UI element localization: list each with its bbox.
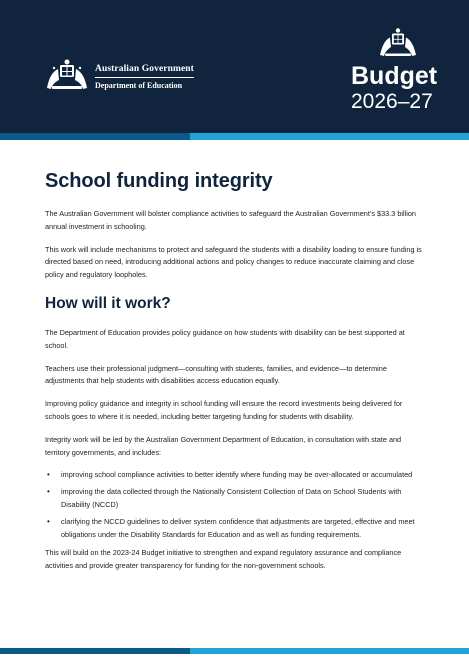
list-item-text: improving the data collected through the Nationally Consistent Collection of Data on School Students with Disability (NCCD) xyxy=(61,487,402,509)
main-content xyxy=(45,168,427,583)
body-paragraph: The Department of Education provides policy guidance on how students with disability can be best supported at school. xyxy=(45,327,405,350)
coat-of-arms-icon xyxy=(44,58,90,90)
body-paragraph: Teachers use their professional judgment—consulting with students, families, and evidence—to determine adjustments that help students with disabilities access education equally. xyxy=(45,363,387,386)
body-paragraph: Improving policy guidance and integrity in school funding will ensure the record investments being delivered for schools goes to where it is needed, including better targeting funding for students with disability. xyxy=(45,399,403,421)
budget-title: Budget xyxy=(351,62,438,90)
bullet-icon: • xyxy=(47,516,50,526)
list-item xyxy=(45,516,427,542)
stripe-light-segment xyxy=(190,648,469,654)
closing-paragraph: This will build on the 2023-24 Budget initiative to strengthen and expand regulatory assurance and compliance activities and provide greater transparency for funding for the non-government schools. xyxy=(45,548,402,571)
stripe-dark-segment xyxy=(0,133,190,140)
budget-year: 2026–27 xyxy=(351,90,433,113)
stripe-dark-segment xyxy=(0,648,190,654)
stripe-light-segment xyxy=(190,133,469,140)
list-item-text: clarifying the NCCD guidelines to deliver system confidence that adjustments are targeted, effective and meet obligations under the Disability Standards for Education and as well as funding requirements. xyxy=(61,516,415,539)
list-item-text: improving school compliance activities to better identify where funding may be over-allocated or accumulated xyxy=(61,470,413,480)
intro-paragraph: The Australian Government will bolster compliance activities to safeguard the Australian Government’s $33.3 billion annual investment in schooling. xyxy=(45,209,416,231)
intro-paragraph: This work will include mechanisms to protect and safeguard the students with a disability loading to ensure funding is directed based on need, introducing additional actions and policy changes to reduce inaccurate claiming and close policy and regulatory loopholes. xyxy=(45,244,422,280)
bullet-icon: • xyxy=(47,470,50,480)
department-name: Department of Education xyxy=(95,81,183,90)
header-stripe xyxy=(0,133,469,140)
budget-coat-of-arms-icon xyxy=(378,27,418,57)
body-paragraph: Integrity work will be led by the Australian Government Department of Education, in consultation with state and territory governments, and includes: xyxy=(45,434,402,457)
government-wordmark xyxy=(95,64,194,90)
header-banner xyxy=(0,0,469,133)
section-heading: How will it work? xyxy=(45,294,171,312)
list-item xyxy=(45,486,427,512)
bullet-icon: • xyxy=(47,487,50,497)
list-item xyxy=(45,469,427,482)
government-name: Australian Government xyxy=(95,64,194,78)
bullet-list xyxy=(45,469,427,541)
footer-stripe xyxy=(0,648,469,654)
page-title: School funding integrity xyxy=(45,170,273,192)
